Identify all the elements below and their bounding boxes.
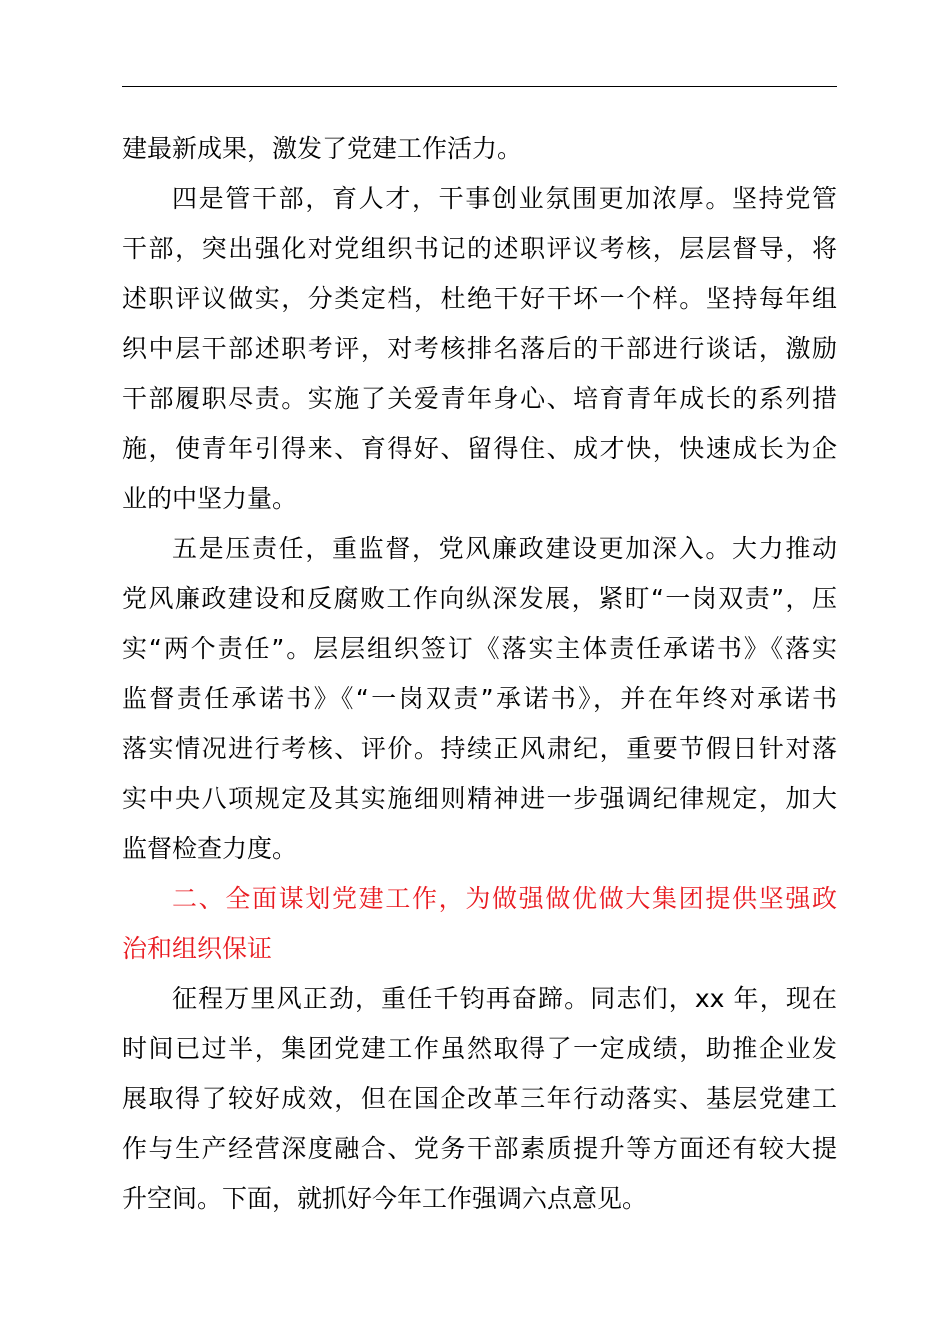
text-line: 时间已过半，集团党建工作虽然取得了一定成绩，助推企业发 — [122, 1034, 837, 1063]
header-rule — [122, 86, 837, 87]
paragraph-intro — [122, 974, 837, 1224]
heading-line: 治和组织保证 — [122, 934, 273, 963]
text-line: 落实情况进行考核、评价。持续正风肃纪，重要节假日针对落 — [122, 734, 837, 763]
text-line: 干部履职尽责。实施了关爱青年身心、培育青年成长的系列措 — [122, 384, 837, 413]
text-line: 升空间。下面，就抓好今年工作强调六点意见。 — [122, 1184, 648, 1213]
document-body — [122, 124, 837, 1224]
text-line: 四是管干部，育人才，干事创业氛围更加浓厚。坚持党管 — [172, 184, 837, 213]
text-line: 展取得了较好成效，但在国企改革三年行动落实、基层党建工 — [122, 1084, 837, 1113]
text-line: 五是压责任，重监督，党风廉政建设更加深入。大力推动 — [172, 534, 837, 563]
text-line: 织中层干部述职考评，对考核排名落后的干部进行谈话，激励 — [122, 334, 837, 363]
heading-line: 二、全面谋划党建工作，为做强做优做大集团提供坚强政 — [172, 884, 837, 913]
text-line: 述职评议做实，分类定档，杜绝干好干坏一个样。坚持每年组 — [122, 284, 837, 313]
text-line: 征程万里风正劲，重任千钧再奋蹄。同志们，xx 年，现在 — [172, 984, 837, 1013]
text-line: 实“两个责任”。层层组织签订《落实主体责任承诺书》《落实 — [122, 634, 837, 663]
text-line: 监督检查力度。 — [122, 834, 298, 863]
section-heading — [122, 874, 837, 974]
text-line: 党风廉政建设和反腐败工作向纵深发展，紧盯“一岗双责”，压 — [122, 584, 837, 613]
text-line: 施，使青年引得来、育得好、留得住、成才快，快速成长为企 — [122, 434, 837, 463]
text-line: 监督责任承诺书》《“一岗双责”承诺书》，并在年终对承诺书 — [122, 684, 837, 713]
paragraph-item-five — [122, 524, 837, 874]
text-line: 业的中坚力量。 — [122, 484, 298, 513]
paragraph-item-four — [122, 174, 837, 524]
text-line: 作与生产经营深度融合、党务干部素质提升等方面还有较大提 — [122, 1134, 837, 1163]
paragraph-continuation — [122, 124, 837, 174]
text-line: 干部，突出强化对党组织书记的述职评议考核，层层督导，将 — [122, 234, 837, 263]
text-line: 实中央八项规定及其实施细则精神进一步强调纪律规定，加大 — [122, 784, 837, 813]
text-line: 建最新成果，激发了党建工作活力。 — [122, 134, 523, 163]
